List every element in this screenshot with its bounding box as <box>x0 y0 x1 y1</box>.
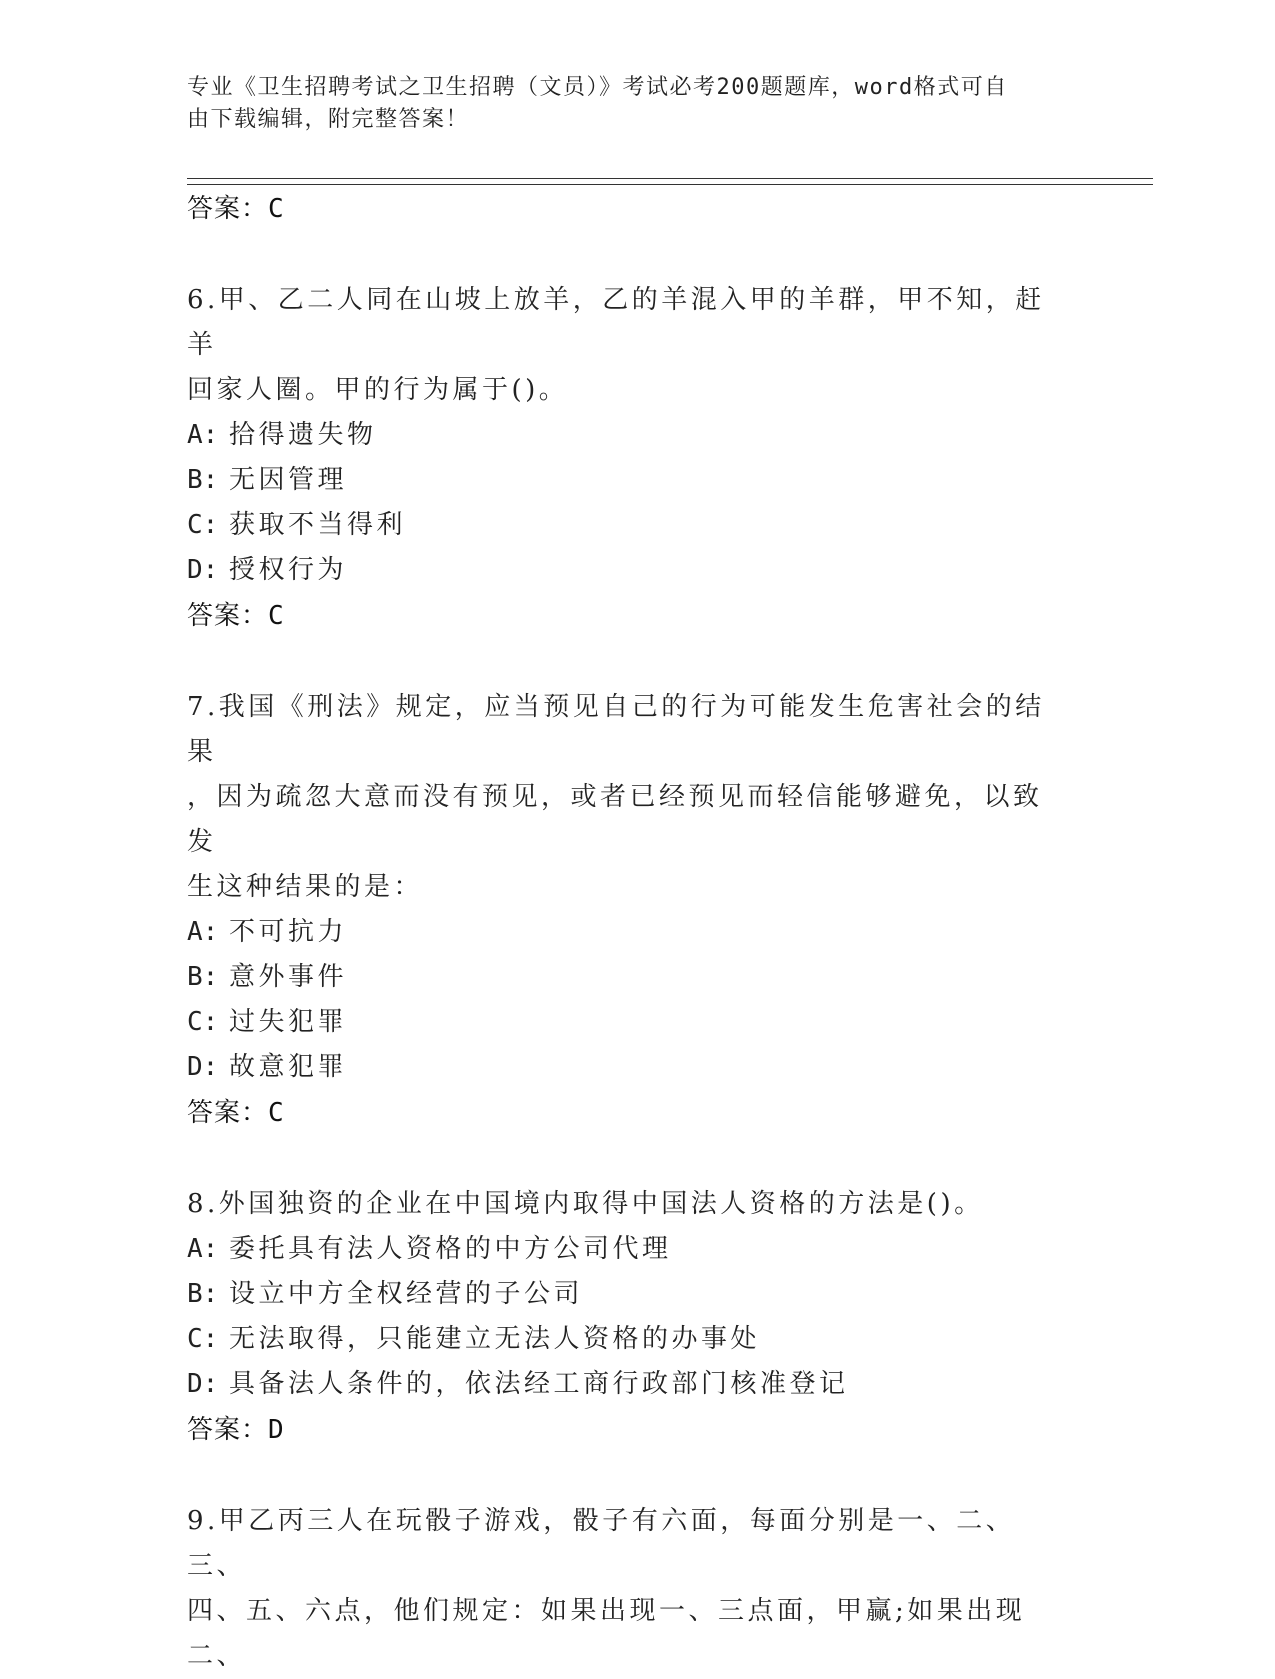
question-text <box>187 278 1067 413</box>
option-text: 获取不当得利 <box>229 510 407 540</box>
option-text: 具备法人条件的，依法经工商行政部门核准登记 <box>229 1369 849 1399</box>
option-key: C: <box>187 510 219 540</box>
option-a <box>187 1227 1067 1272</box>
question-9 <box>187 1499 1067 1679</box>
question-line: 四、五、六点，他们规定：如果出现一、三点面，甲赢;如果出现二、 <box>187 1596 1026 1671</box>
question-text <box>187 1182 1067 1227</box>
option-a <box>187 413 1067 458</box>
question-6 <box>187 278 1067 639</box>
answer-value: C <box>268 1098 285 1128</box>
option-key: A: <box>187 1234 219 1264</box>
answer-label: 答案： <box>187 1098 269 1128</box>
header-divider-top <box>187 178 1153 179</box>
option-key: A: <box>187 917 219 947</box>
header-divider-bottom <box>187 184 1153 185</box>
option-text: 授权行为 <box>229 555 348 585</box>
option-c <box>187 1317 1067 1362</box>
option-text: 委托具有法人资格的中方公司代理 <box>229 1234 672 1264</box>
answer-value: D <box>268 1415 285 1445</box>
option-d <box>187 1362 1067 1407</box>
question-line: 6.甲、乙二人同在山坡上放羊，乙的羊混入甲的羊群，甲不知，赶羊 <box>187 285 1045 360</box>
option-key: C: <box>187 1324 219 1354</box>
option-c <box>187 503 1067 548</box>
question-line: ，因为疏忽大意而没有预见，或者已经预见而轻信能够避免，以致发 <box>187 782 1043 857</box>
option-key: B: <box>187 1279 219 1309</box>
option-d <box>187 548 1067 593</box>
question-line: 8.外国独资的企业在中国境内取得中国法人资格的方法是()。 <box>187 1189 984 1219</box>
answer-value: C <box>268 601 285 631</box>
option-a <box>187 910 1067 955</box>
option-key: D: <box>187 1052 219 1082</box>
option-text: 无因管理 <box>229 465 348 495</box>
option-text: 意外事件 <box>229 962 348 992</box>
option-b <box>187 955 1067 1000</box>
option-text: 无法取得，只能建立无法人资格的办事处 <box>229 1324 761 1354</box>
question-text <box>187 1499 1067 1679</box>
header-line-2: 由下载编辑，附完整答案！ <box>187 107 470 132</box>
option-text: 设立中方全权经营的子公司 <box>229 1279 584 1309</box>
question-line: 生这种结果的是： <box>187 872 424 902</box>
document-body <box>187 186 1067 1679</box>
header-line-1: 专业《卫生招聘考试之卫生招聘（文员）》考试必考200题题库，word格式可自 <box>187 75 1008 100</box>
option-key: C: <box>187 1007 219 1037</box>
option-key: B: <box>187 962 219 992</box>
option-b <box>187 1272 1067 1317</box>
option-text: 过失犯罪 <box>229 1007 348 1037</box>
option-text: 不可抗力 <box>229 917 348 947</box>
question-line: 回家人圈。甲的行为属于()。 <box>187 375 569 405</box>
option-c <box>187 1000 1067 1045</box>
question-line: 7.我国《刑法》规定，应当预见自己的行为可能发生危害社会的结果 <box>187 692 1045 767</box>
answer-line <box>187 1090 1067 1136</box>
question-line: 9.甲乙丙三人在玩骰子游戏，骰子有六面，每面分别是一、二、三、 <box>187 1506 1016 1581</box>
answer-label: 答案： <box>187 194 269 224</box>
option-key: D: <box>187 1369 219 1399</box>
answer-label: 答案： <box>187 601 269 631</box>
option-key: D: <box>187 555 219 585</box>
option-key: A: <box>187 420 219 450</box>
answer-line <box>187 593 1067 639</box>
option-text: 故意犯罪 <box>229 1052 348 1082</box>
question-7 <box>187 685 1067 1136</box>
answer-label: 答案： <box>187 1415 269 1445</box>
answer-line <box>187 1407 1067 1453</box>
answer-line <box>187 186 1067 232</box>
option-key: B: <box>187 465 219 495</box>
option-b <box>187 458 1067 503</box>
option-d <box>187 1045 1067 1090</box>
document-header <box>187 72 1067 136</box>
question-text <box>187 685 1067 910</box>
question-8 <box>187 1182 1067 1453</box>
answer-value: C <box>268 194 285 224</box>
option-text: 拾得遗失物 <box>229 420 377 450</box>
